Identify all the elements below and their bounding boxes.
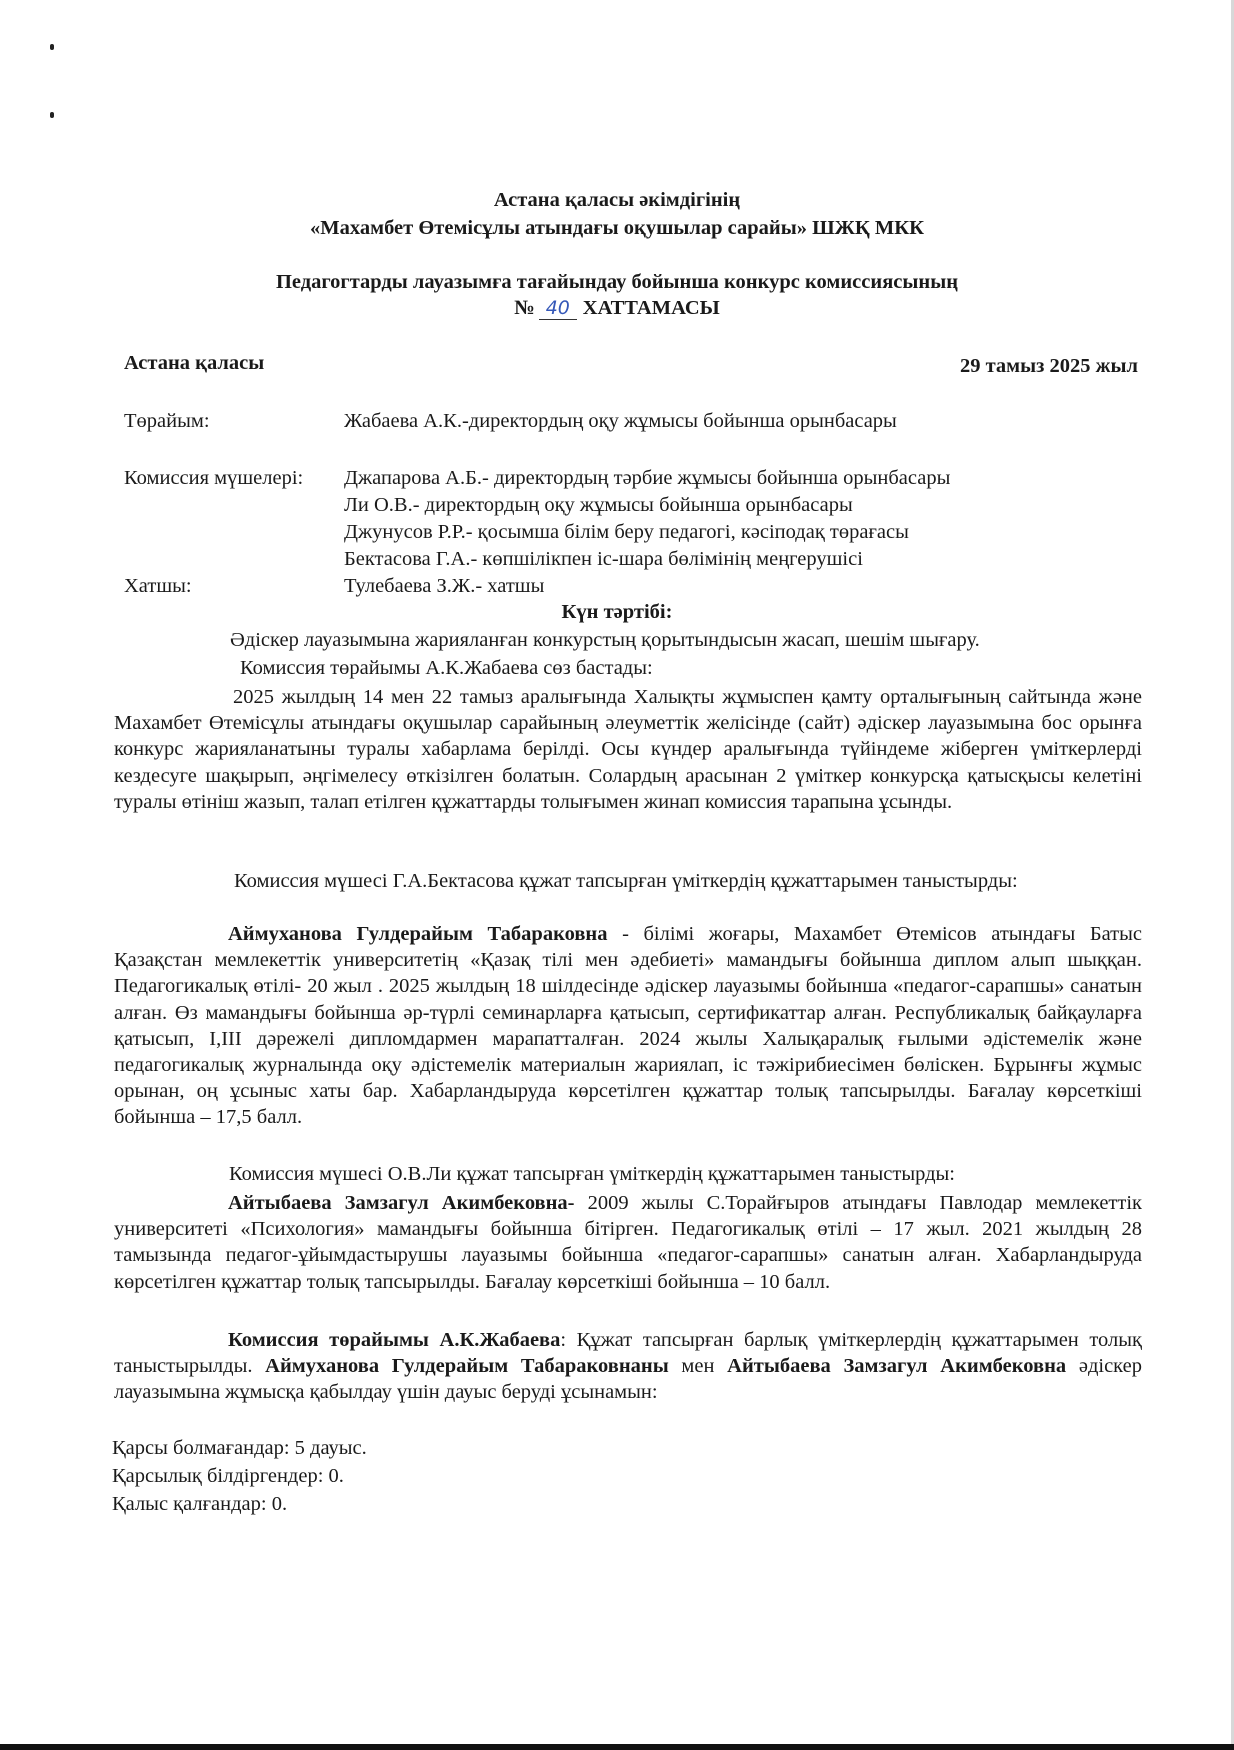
- chair-label: Төрайым:: [124, 410, 210, 432]
- date: 29 тамыз 2025 жыл: [959, 355, 1138, 377]
- decision-paragraph: [114, 1327, 1142, 1406]
- scan-artifact-dot: [50, 44, 54, 50]
- decision-text-c: әдіскер лауазымына жұмысқа қабылдау үшін дауыс беруді ұсынамын:: [114, 1355, 1142, 1404]
- number-prefix: №: [514, 297, 535, 319]
- candidate2-text: 2009 жылы С.Торайғыров атындағы Павлодар мемлекеттік университеті «Психология» мамандығы бойынша бітірген. Педагогикалық өтілі – 17 жыл. 2021 жылдың 28 тамызында педагог-ұйымдастырушы лауазымы бойынша «педагог-сарапшы» санатын алған. Хабарландыруда көрсетілген құжаттар толық тапсырылды. Бағалау көрсеткіші бойынша – 10 балл.: [114, 1192, 1142, 1293]
- handwritten-number: 40: [539, 297, 577, 320]
- candidate1-name: Аймуханова Гулдерайым Табараковна: [228, 923, 608, 945]
- agenda-opening: Комиссия төрайымы А.К.Жабаева сөз бастады:: [240, 657, 653, 679]
- member-item: Ли О.В.- директордың оқу жұмысы бойынша орынбасары: [344, 494, 853, 516]
- agenda-title: Күн тәртібі:: [561, 601, 673, 623]
- title-line-1: Педагогтарды лауазымға тағайындау бойынша конкурс комиссиясының: [275, 271, 959, 293]
- scan-edge: [0, 1744, 1234, 1750]
- candidate1-intro: Комиссия мүшесі Г.А.Бектасова құжат тапсырған үміткердің құжаттарымен таныстырды:: [234, 870, 1018, 892]
- agenda-paragraph: 2025 жылдың 14 мен 22 тамыз аралығында Халықты жұмыспен қамту орталығының сайтында және Махамбет Өтемісұлы атындағы оқушылар сарайының әлеуметтік желісінде (сайт) әдіскер лауазымына бос орынға конкурс жарияланатыны туралы хабарлама берілді. Осы күндер аралығында түйіндеме жіберген үміткерлерді кездесуге шақырып, әңгімелесу өткізілген болатын. Солардың арасынан 2 үміткер конкурсқа қатысқысы келетіні туралы өтініш жазып, талап етілген құжаттарды толығымен жинап комиссия тарапына ұсынды.: [114, 686, 1142, 813]
- candidate2-paragraph: [114, 1190, 1142, 1295]
- members-label: Комиссия мүшелері:: [124, 467, 304, 489]
- decision-text-a: : Құжат тапсырған барлық үміткерлердің құжаттарымен толық таныстырылды.: [114, 1329, 1142, 1378]
- member-item: Бектасова Г.А.- көпшілікпен іс-шара бөлімінің меңгерушісі: [344, 548, 863, 570]
- decision-name2: Айтыбаева Замзагул Акимбековна: [727, 1355, 1067, 1378]
- member-item: Джунусов Р.Р.- қосымша білім беру педагогі, кәсіподақ төрағасы: [344, 521, 909, 543]
- title-line-2: [0, 297, 1234, 320]
- secretary-label: Хатшы:: [124, 575, 192, 597]
- secretary-value: Тулебаева З.Ж.- хатшы: [344, 575, 545, 597]
- votes-for: Қарсы болмағандар: 5 дауыс.: [112, 1437, 367, 1459]
- org-line-2: «Махамбет Өтемісұлы атындағы оқушылар сарайы» ШЖҚ МКК: [310, 217, 924, 239]
- candidate1-paragraph: [114, 921, 1142, 1131]
- city: Астана қаласы: [124, 352, 265, 374]
- protocol-word: ХАТТАМАСЫ: [582, 297, 720, 319]
- agenda-item: Әдіскер лауазымына жарияланған конкурстың қорытындысын жасап, шешім шығару.: [230, 629, 980, 651]
- decision-chair: Комиссия төрайымы А.К.Жабаева: [228, 1329, 561, 1351]
- candidate2-intro: Комиссия мүшесі О.В.Ли құжат тапсырған үміткердің құжаттарымен таныстырды:: [229, 1163, 955, 1185]
- votes-against: Қарсылық білдіргендер: 0.: [112, 1465, 344, 1487]
- decision-text-b: мен: [668, 1355, 728, 1378]
- decision-name1: Аймуханова Гулдерайым Табараковнаны: [265, 1355, 669, 1378]
- votes-abstain: Қалыс қалғандар: 0.: [112, 1493, 288, 1515]
- member-item: Джапарова А.Б.- директордың тәрбие жұмысы бойынша орынбасары: [344, 467, 951, 489]
- candidate2-name: Айтыбаева Замзагул Акимбековна-: [228, 1192, 575, 1214]
- org-line-1: Астана қаласы әкімдігінің: [493, 189, 741, 211]
- candidate1-text: - білімі жоғары, Махамбет Өтемісов атындағы Батыс Қазақстан мемлекеттік университетің «Қазақ тілі мен әдебиеті» мамандығы бойынша диплом алып шыққан. Педагогикалық өтілі- 20 жыл . 2025 жылдың 18 шілдесінде әдіскер лауазымы бойынша «педагог-сарапшы» санатын алған. Өз мамандығы бойынша әр-түрлі семинарларға қатысып, сертификаттар алған. Республикалық байқауларға қатысып, I,III дәрежелі дипломдармен марапатталған. 2024 жылы Халықаралық ғылыми әдістемелік және педагогикалық журналында оқу әдістемелік материалын жариялап, іс тәжірибиесімен бөліскен. Бұрынғы жұмыс орынан, оң ұсыныс хаты бар. Хабарландыруда көрсетілген құжаттар толық тапсырылды. Бағалау көрсеткіші бойынша – 17,5 балл.: [114, 923, 1142, 1129]
- chair-value: Жабаева А.К.-директордың оқу жұмысы бойынша орынбасары: [344, 410, 897, 432]
- scan-artifact-dot: [50, 112, 54, 118]
